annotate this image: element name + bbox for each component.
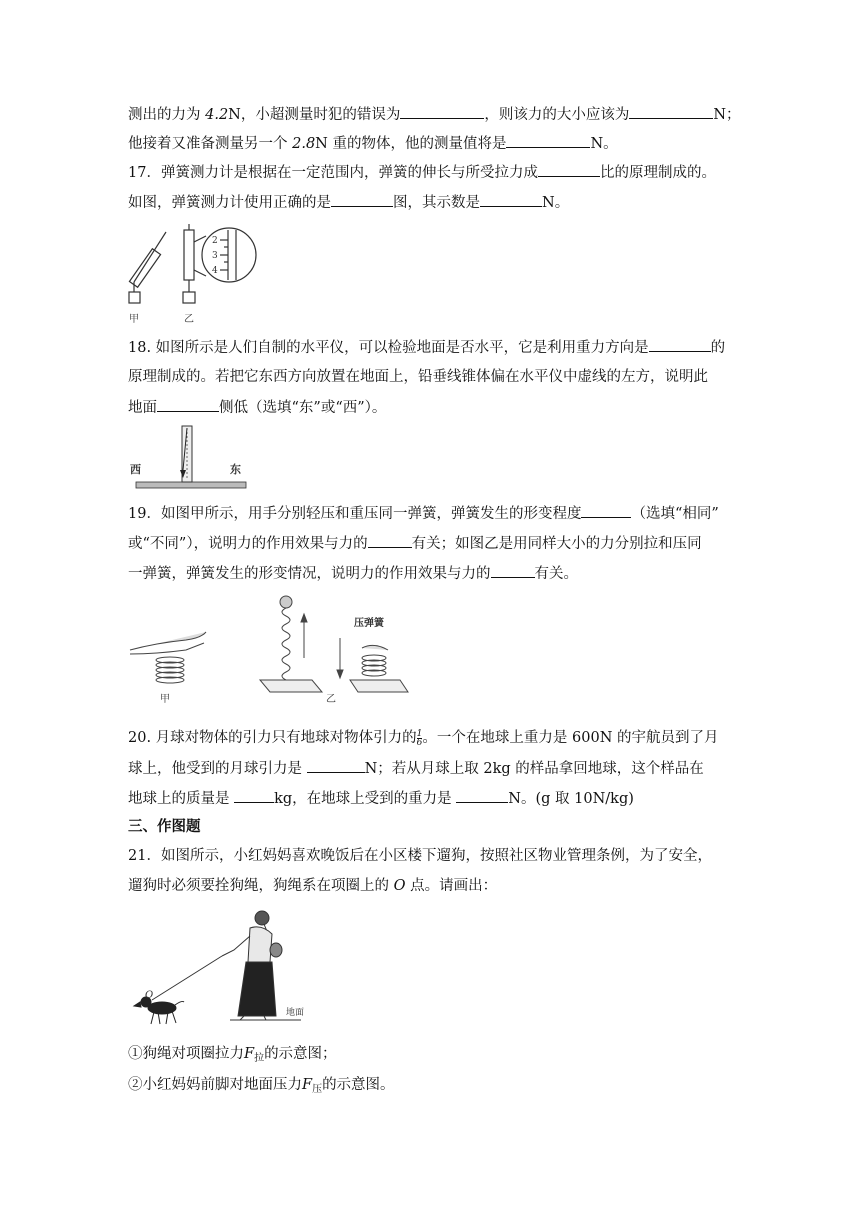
q16-line-1: 测出的力为 4.2N，小超测量时犯的错误为 ，则该力的大小应该为 N； [128, 104, 741, 125]
answer-blank[interactable] [456, 788, 508, 803]
q21-item-1: ①狗绳对项圈拉力$F_拉$的示意图； [128, 1046, 337, 1064]
q18-line-3: 地面 侧低（选填“东”或“西”）。 [128, 397, 386, 418]
answer-blank[interactable] [506, 133, 590, 148]
fig-label-east: 东 [230, 463, 241, 476]
q21-line-2: 遛狗时必须要拴狗绳，狗绳系在项圈上的 O 点。请画出： [128, 878, 498, 894]
section-title: 三、作图题 [128, 818, 201, 835]
answer-blank[interactable] [538, 162, 600, 177]
q19-line-3: 一弹簧，弹簧发生的形变情况，说明力的作用效果与力的 有关。 [128, 563, 578, 584]
fraction-one-sixth: $\frac{1}{6}$ [416, 728, 423, 748]
q21-item-2: ②小红妈妈前脚对地面压力$F_压$的示意图。 [128, 1077, 395, 1095]
fig-label-west: 西 [130, 463, 141, 476]
fig-label-jia: 甲 [160, 694, 170, 705]
scale-tick-label: 2 [212, 236, 218, 246]
answer-blank[interactable] [649, 337, 711, 352]
scale-tick-label: 4 [212, 266, 218, 276]
q20-line-3: 地球上的质量是 kg，在地球上受到的重力是 N。(g 取 10N/kg) [128, 788, 634, 809]
answer-blank[interactable] [157, 397, 219, 412]
q18-line-2: 原理制成的。若把它东西方向放置在地面上，铅垂线锥体偏在水平仪中虚线的左方，说明此 [128, 369, 708, 385]
fig-label-ground: 地面 [286, 1008, 305, 1018]
answer-blank[interactable] [491, 563, 535, 578]
q20-line-1: 20. 月球对物体的引力只有地球对物体引力的 $\frac{1}{6}$ 。一个在地球上重力是 600N 的宇航员到了月 [128, 728, 719, 748]
q21-line-1: 21．如图所示，小红妈妈喜欢晚饭后在小区楼下遛狗，按照社区物业管理条例，为了安全， [128, 848, 712, 864]
fig-label-jia: 甲 [129, 314, 139, 325]
fig-label-o: O [145, 990, 154, 1001]
fig-label-yi: 乙 [326, 694, 336, 705]
fig-label-yi: 乙 [184, 314, 194, 325]
level-figure [126, 424, 251, 494]
answer-blank[interactable] [581, 503, 631, 518]
answer-blank[interactable] [234, 788, 274, 803]
answer-blank[interactable] [629, 104, 713, 119]
answer-blank[interactable] [480, 192, 542, 207]
q18-line-1: 18. 如图所示是人们自制的水平仪，可以检验地面是否水平，它是利用重力方向是 的 [128, 337, 725, 358]
q16-line-2: 他接着又准备测量另一个 2.8N 重的物体，他的测量值将是 N。 [128, 133, 618, 154]
spring-scale-figure [126, 222, 276, 327]
answer-blank[interactable] [307, 758, 365, 773]
spring-press-figure [126, 588, 416, 710]
q19-line-2: 或“不同”），说明力的作用效果与力的 有关；如图乙是用同样大小的力分别拉和压同 [128, 533, 702, 554]
answer-blank[interactable] [400, 104, 484, 119]
q17-line-1: 17．弹簧测力计是根据在一定范围内，弹簧的伸长与所受拉力成 比的原理制成的。 [128, 162, 716, 183]
dog-walking-figure [126, 906, 326, 1030]
q17-line-2: 如图，弹簧测力计使用正确的是 图，其示数是 N。 [128, 192, 569, 213]
q19-line-1: 19．如图甲所示，用手分别轻压和重压同一弹簧，弹簧发生的形变程度 （选填“相同” [128, 503, 719, 524]
fig-label-press-spring: 压弹簧 [354, 618, 384, 629]
q20-line-2: 球上，他受到的月球引力是 N；若从月球上取 2kg 的样品拿回地球，这个样品在 [128, 758, 704, 779]
answer-blank[interactable] [368, 533, 412, 548]
scale-tick-label: 3 [212, 251, 218, 261]
answer-blank[interactable] [331, 192, 393, 207]
